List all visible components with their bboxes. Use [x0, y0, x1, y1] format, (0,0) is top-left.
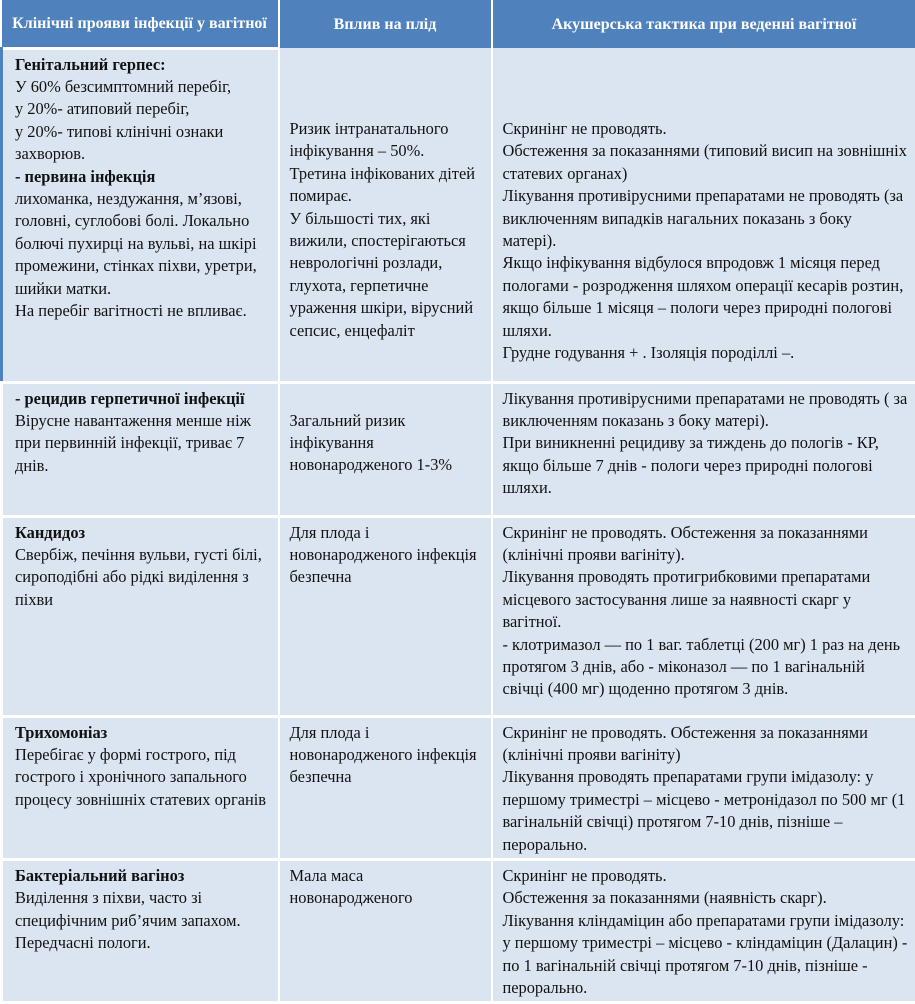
row5-clinical-cell [2, 859, 279, 1002]
row4-clinical-line: Трихомоніаз [15, 722, 270, 744]
row1-tactics-line: Скринінг не проводять. [503, 118, 910, 140]
header-fetus-impact: Вплив на плід [279, 0, 492, 48]
row5-tactics-line: Обстеження за показаннями (наявність скарг). [503, 887, 910, 909]
row1-tactics-line: Грудне годування + . Ізоляція породіллі –. [503, 342, 910, 364]
row1-tactics-line: Обстеження за показаннями (типовий висип на зовнішніх статевих органах) [503, 140, 910, 185]
row3-clinical-line: Свербіж, печіння вульви, густі білі, сироподібні або рідкі виділення з піхви [15, 544, 270, 611]
row1-tactics-cell [492, 48, 915, 382]
row4-tactics-line: Лікування проводять препаратами групи імідазолу: у першому триместрі – місцево - метронідазол по 500 мг (1 вагінальній свічці) протягом 7-10 днів, пізніше – перорально. [503, 766, 910, 856]
row2-tactics-line: При виникненні рецидиву за тиждень до пологів - КР, якщо більше 7 днів - пологи через природні пологові шляхи. [503, 432, 910, 499]
row5-clinical-line: Передчасні пологи. [15, 932, 270, 954]
row5-tactics-cell [492, 859, 915, 1002]
spacer [290, 96, 483, 118]
row3-clinical-cell [2, 516, 279, 716]
row1-clinical-line: у 20%- типові клінічні ознаки захворюв. [15, 121, 270, 166]
spacer [503, 96, 910, 118]
row1-tactics-line: Якщо інфікування відбулося впродовж 1 місяця перед пологами - розродження шляхом операції кесарів розтин, якщо більше 1 місяця – пологи через природні пологові шляхи. [503, 252, 910, 342]
row1-fetus-line: Ризик інтранатального інфікування – 50%. [290, 118, 483, 163]
spacer [503, 52, 910, 96]
row3-tactics-line: Лікування проводять протигрибковими препаратами місцевого застосування лише за наявності скарг у вагітної. [503, 566, 910, 633]
row4-clinical-line: Перебігає у формі гострого, під гострого і хронічного запального процесу зовнішніх статевих органів [15, 744, 270, 811]
table-row [2, 859, 915, 1002]
row2-clinical-line: Вірусне навантаження менше ніж при первинній інфекції, триває 7 днів. [15, 410, 270, 477]
row2-fetus-cell [279, 382, 492, 516]
row1-clinical-line: Генітальний герпес: [15, 54, 270, 76]
row4-fetus-cell [279, 716, 492, 859]
spacer [290, 52, 483, 96]
row1-tactics-line: Лікування противірусними препаратами не проводять (за виключенням випадків нагальних показань з боку матері). [503, 185, 910, 252]
row2-clinical-line: - рецидив герпетичної інфекції [15, 388, 270, 410]
table-row [2, 716, 915, 859]
row3-fetus-cell [279, 516, 492, 716]
row2-fetus-line: Загальний ризик інфікування новонародженого 1-3% [290, 410, 483, 477]
header-obstetric-tactics: Акушерська тактика при веденні вагітної [492, 0, 915, 48]
row4-tactics-cell [492, 716, 915, 859]
row1-clinical-line: - первина інфекція [15, 166, 270, 188]
row1-fetus-cell [279, 48, 492, 382]
row1-fetus-line: У більшості тих, які вижили, спостерігаються неврологічні розлади, глухота, герпетичне ураження шкіри, вірусний сепсис, енцефаліт [290, 208, 483, 342]
row2-clinical-cell [2, 382, 279, 516]
header-clinical: Клінічні прояви інфекції у вагітної [2, 0, 279, 48]
row1-clinical-line: лихоманка, нездужання, м’язові, головні, суглобові болі. Локально болючі пухирці на вульві, на шкірі промежини, стінках піхви, уретри, шийки матки. [15, 188, 270, 300]
row3-tactics-line: - клотримазол — по 1 ваг. таблетці (200 мг) 1 раз на день протягом 3 днів, або - міконазол — по 1 вагінальній свічці (400 мг) щоденно протягом 3 днів. [503, 634, 910, 701]
row4-tactics-line: Скринінг не проводять. Обстеження за показаннями (клінічні прояви вагініту) [503, 722, 910, 767]
row2-tactics-line: Лікування противірусними препаратами не проводять ( за виключенням показань з боку матері). [503, 388, 910, 433]
row5-tactics-line: Скринінг не проводять. [503, 865, 910, 887]
row5-fetus-cell [279, 859, 492, 1002]
row1-clinical-line: На перебіг вагітності не впливає. [15, 300, 270, 322]
table-header [2, 0, 915, 48]
row2-tactics-cell [492, 382, 915, 516]
row5-clinical-line: Бактеріальний вагіноз [15, 865, 270, 887]
row4-fetus-line: Для плода і новонародженого інфекція безпечна [290, 722, 483, 789]
row3-fetus-line: Для плода і новонародженого інфекція безпечна [290, 522, 483, 589]
row5-fetus-line: Мала маса новонародженого [290, 865, 483, 910]
table-row [2, 48, 915, 382]
row3-tactics-line: Скринінг не проводять. Обстеження за показаннями (клінічні прояви вагініту). [503, 522, 910, 567]
spacer [290, 388, 483, 410]
row1-clinical-cell [2, 48, 279, 382]
table-row [2, 516, 915, 716]
table-row [2, 382, 915, 516]
row1-fetus-line: Третина інфікованих дітей помирає. [290, 163, 483, 208]
row5-clinical-line: Виділення з піхви, часто зі специфічним риб’ячим запахом. [15, 887, 270, 932]
row4-clinical-cell [2, 716, 279, 859]
row1-clinical-line: у 20%- атиповий перебіг, [15, 98, 270, 120]
row3-clinical-line: Кандидоз [15, 522, 270, 544]
row1-clinical-line: У 60% безсимптомний перебіг, [15, 76, 270, 98]
row5-tactics-line: Лікування кліндаміцин або препаратами групи імідазолу: у першому триместрі – місцево - кліндаміцин (Далацин) - по 1 вагінальній свічці протягом 7-10 днів, пізніше - перорально. [503, 910, 910, 1000]
row3-tactics-cell [492, 516, 915, 716]
